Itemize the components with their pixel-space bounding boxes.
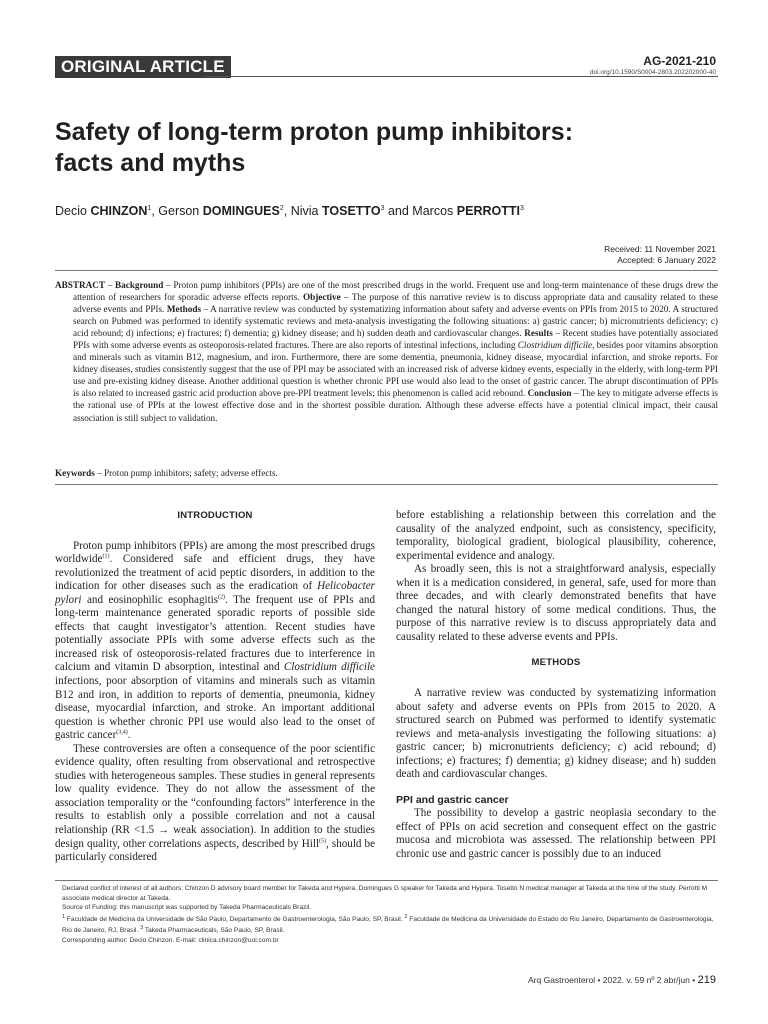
methods-paragraph: A narrative review was conducted by systematizing information about safety and adverse events on PPIs from 2015 to 2020. A structured search on Pubmed was performed to identify systematic reviews and meta-analysis investigating the following situations: a) gastric cancer; b) micronutrients deficiency; c) acid rebound; d) infections; e) fractures; f) dementia; g) kidney disease; and h) sudden death and cardiovascular changes.	[396, 687, 716, 781]
header-rule	[205, 76, 718, 77]
funding-source: Source of Funding: this manuscript was supported by Takeda Pharmaceuticals Brazil.	[62, 904, 312, 911]
title-line-1: Safety of long-term proton pump inhibitors:	[55, 118, 574, 146]
abstract-top-rule	[55, 270, 718, 271]
corresponding-author: Corresponding author: Decio Chinzon. E-mail: clinica.chinzon@uol.com.br	[62, 936, 279, 944]
doi-link[interactable]: doi.org/10.1590/S0004-2803.202202000-40	[589, 69, 716, 76]
subsection-heading-ppi-gastric-cancer: PPI and gastric cancer	[396, 793, 509, 806]
conflict-of-interest: Declared conflict of interest of all authors: Chinzon D advisory board member for Takeda and Hypera. Domingues G speaker for Takeda and Hypera. Tosetto N medical manager at Takeda at the time of the study. Perrotti M associate medical director at Takeda.	[62, 885, 708, 902]
body-column-right	[396, 509, 716, 862]
abstract-bottom-rule	[55, 484, 718, 485]
intro-paragraph-1: Proton pump inhibitors (PPIs) are among the most prescribed drugs worldwide$^{(1)}$. Considered safe and efficient drugs, they have revolutionized the treatment of acid peptic disorders, in addition to the indication for other diseases such as the eradication of Helicobacter pylori and eosinophilic esophagitis$^{(2)}$. The frequent use of PPIs and long-term maintenance generated sporadic reports of possible side effects that caught investigator’s attention. Recent studies have potentially associate PPIs with some adverse effects such as the increased risk of osteoporosis-related fractures due to interference in calcium and vitamin D absorption, intestinal and Clostridium difficile infections, poor absorption of vitamins and minerals such as vitamin B12 and iron, in addition to reports of dementia, pneumonia, kidney disease, myocardial infarction, and stroke. An important additional question is whether chronic PPI use would also lead to the onset of gastric cancer$^{(3,4)}$.	[55, 539, 375, 742]
author-1: Decio CHINZON$^1$	[55, 204, 152, 218]
author-4: Marcos PERROTTI$^3$	[412, 204, 524, 218]
author-list: Decio CHINZON$^1$, Gerson DOMINGUES$^2$, Nivia TOSETTO$^3$ and Marcos PERROTTI$^3$	[55, 204, 524, 218]
running-footer: Arq Gastroenterol • 2022. v. 59 nº 2 abr/jun • 219	[528, 974, 716, 986]
author-2: Gerson DOMINGUES$^2$	[158, 204, 284, 218]
affiliations: $^1$ Faculdade de Medicina da Universidade de São Paulo, Departamento de Gastroenterologia, São Paulo, SP, Brasil. $^2$ Faculdade de Medicina da Universidade do Estado do Rio Janeiro, Departamento de Gastroenterologia, Rio de Janeiro, RJ, Brasil. $^3$ Takeda Pharmaceuticals, São Paulo, SP, Brasil.	[62, 913, 714, 935]
article-title	[55, 117, 695, 179]
intro-paragraph-4: As broadly seen, this is not a straightforward analysis, especially when it is a medication considered, in general, safe, used for more than three decades, and with clearly demonstrated benefits that have changed the natural history of some medical conditions. Thus, the purpose of this narrative review is to discuss appropriately data and causality related to these adverse events and PPIs.	[396, 563, 716, 643]
article-id: AG-2021-210	[643, 54, 716, 68]
accepted-date: Accepted: 6 January 2022	[617, 255, 716, 265]
footnotes	[62, 884, 718, 945]
title-line-2: facts and myths	[55, 149, 246, 177]
body-column-left	[55, 509, 375, 865]
article-type-label: ORIGINAL ARTICLE	[55, 56, 231, 78]
footnote-rule	[55, 880, 718, 881]
abstract: ABSTRACT – Background – Proton pump inhibitors (PPIs) are one of the most prescribed drugs in the world. Frequent use and long-term maintenance of these drugs drew the attention of researchers for sporadic adverse effects reports. Objective – The purpose of this narrative review is to discuss appropriate data and causality related to these adverse events and PPIs. Methods – A narrative review was conducted by systematizing information about safety and adverse events on PPIs from 2015 to 2020. A structured search on Pubmed was performed to identify systematic reviews and meta-analysis investigating the following situations: a) gastric cancer; b) micronutrients deficiency; c) acid rebound; d) infections; e) fractures; f) dementia; g) kidney disease; and h) sudden death and cardiovascular changes. Results – Recent studies have potentially associated PPIs with some adverse events as osteoporosis-related fractures. There are also reports of intestinal infections, including Clostridium difficile, besides poor vitamins absorption and minerals such as vitamin B12, magnesium, and iron. Furthermore, there are some dementia, pneumonia, kidney disease, myocardial infarction, and stroke reports. For kidney diseases, studies consistently suggest that the use of PPI may be associated with an increased risk of adverse kidney events, especially in the elderly, with long-term PPI use and pre-existing kidney disease. Another additional question is whether chronic PPI use would also lead to the onset of gastric cancer. The abrupt discontinuation of PPIs is also related to increased gastric acid production above pre-PPI treatment levels; this phenomenon is called acid rebound. Conclusion – The key to mitigate adverse effects is the rational use of PPIs at the lowest effective dose and in the shortest possible duration. Although these adverse effects have a potential clinical impact, their causal association is still subject to validation.	[55, 280, 719, 423]
section-heading-methods: METHODS	[531, 657, 581, 669]
issue-citation: 2022. v. 59 nº 2 abr/jun	[602, 975, 690, 985]
author-and: and	[387, 204, 409, 218]
section-heading-introduction: INTRODUCTION	[177, 510, 253, 521]
intro-paragraph-3: before establishing a relationship between this correlation and the causality of the analyzed endpoint, such as consistency, specificity, temporality, biological gradient, biological plausibility, coherence, experimental evidence and analogy.	[396, 509, 716, 562]
submission-dates	[604, 244, 716, 266]
intro-paragraph-2: These controversies are often a consequence of the poor scientific evidence quality, often resulting from observational and retrospective studies with heterogeneous samples. These studies in general represents low quality evidence. They do not allow the assessment of the association temporality or the “confounding factors” interference in the results to establish only a possible correlation and not a causal relationship (RR <1.5 → weak association). In addition to the studies design quality, other correlations aspects, described by Hill$^{(5)}$, should be particularly considered	[55, 742, 375, 864]
received-date: Received: 11 November 2021	[604, 244, 716, 254]
author-3: Nivia TOSETTO$^3$	[290, 204, 385, 218]
page-number: 219	[697, 974, 716, 986]
ppi-gastric-cancer-paragraph: The possibility to develop a gastric neoplasia secondary to the effect of PPIs on acid secretion and consequent effect on the gastric mucosa and microbiota was assessed. The relationship between PPI chronic use and gastric cancer is possibly due to an induced	[396, 807, 716, 861]
keywords: Keywords – Proton pump inhibitors; safety; adverse effects.	[55, 468, 278, 478]
journal-name: Arq Gastroenterol	[528, 975, 596, 985]
